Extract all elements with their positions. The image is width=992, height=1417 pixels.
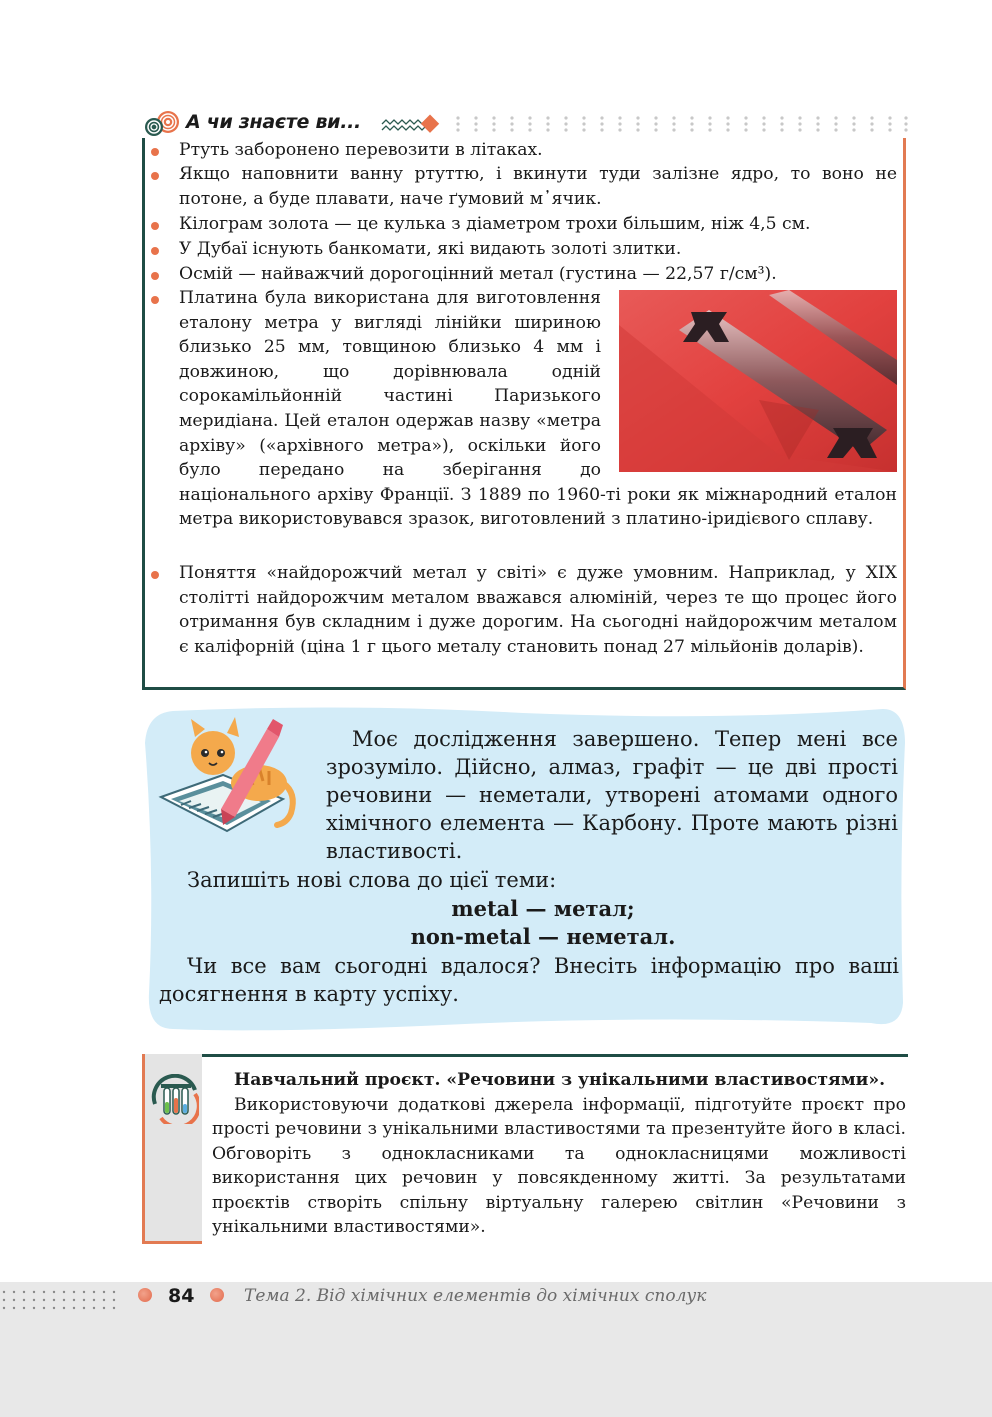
- project-box: [142, 1054, 908, 1246]
- fact-item: У Дубаї існують банкомати, які видають золоті злитки.: [179, 239, 682, 259]
- bullet-icon: [151, 272, 159, 280]
- footer-dot-icon: [210, 1288, 224, 1302]
- did-you-know-header: [142, 104, 912, 140]
- page-footer: [0, 1282, 992, 1417]
- page-number: 84: [168, 1285, 195, 1307]
- project-body: Використовуючи додаткові джерела інформації, підготуйте проєкт про прості речовини з унікальними властивостями та презентуйте його в класі. Обговоріть з однокласниками та однокласницями можливості використання цих речовин у повсякденному житті. За результатами проєктів створіть спільну віртуальну галерею світлин «Речовини з унікальними властивостями».: [212, 1094, 906, 1237]
- callout-paragraph: Моє дослідження завершено. Тепер мені все зрозуміло. Дійсно, алмаз, графіт — це дві прості речовини — неметали, утворені атомами одного хімічного елемента — Карбону. Проте мають різні властивості.: [326, 727, 898, 863]
- vocabulary-prompt: Запишіть нові слова до цієї теми:: [187, 868, 557, 892]
- project-sidebar: [142, 1054, 202, 1244]
- target-icon: [142, 108, 180, 138]
- bullet-icon: [151, 571, 159, 579]
- bullet-icon: [151, 222, 159, 230]
- did-you-know-box: [142, 138, 906, 690]
- fact-item: Поняття «найдорожчий метал у світі» є дуже умовним. Наприклад, у XIX столітті найдорожчим металом вважався алюміній, через те що процес його отримання був складним і дуже дорогим. На сьогодні найдорожчим металом є каліфорній (ціна 1 г цього металу становить понад 27 мільйонів доларів).: [179, 563, 897, 657]
- fact-item-platinum: [179, 286, 897, 532]
- callout-paragraph: Чи все вам сьогодні вдалося? Внесіть інформацію про ваші досягнення в карту успіху.: [159, 954, 899, 1006]
- project-divider: [202, 1054, 908, 1057]
- vocabulary-word: non-metal — неметал.: [410, 924, 676, 949]
- bullet-icon: [151, 247, 159, 255]
- dot-pattern-decoration: [0, 1286, 122, 1314]
- did-you-know-title: А чи знаєте ви...: [186, 111, 361, 133]
- fact-item: Осмій — найважчий дорогоцінний метал (густина — 22,57 г/см³).: [179, 264, 777, 284]
- project-content: [212, 1068, 906, 1240]
- vocabulary-word: metal — метал;: [451, 896, 635, 921]
- footer-topic: Тема 2. Від хімічних елементів до хімічних сполук: [244, 1286, 707, 1306]
- fact-item: Якщо наповнити ванну ртуттю, і вкинути туди залізне ядро, то воно не потоне, а буде плавати, наче ґумовий м᾿ячик.: [179, 164, 897, 209]
- bullet-icon: [151, 148, 159, 156]
- fact-item: Ртуть заборонено перевозити в літаках.: [179, 140, 543, 160]
- fact-item: Кілограм золота — це кулька з діаметром трохи більшим, ніж 4,5 см.: [179, 214, 811, 234]
- footer-dot-icon: [138, 1288, 152, 1302]
- zigzag-decoration: [380, 110, 910, 138]
- project-title: Навчальний проєкт. «Речовини з унікальними властивостями».: [234, 1070, 886, 1090]
- fact-text: Платина була використана для виготовлення еталону метра у вигляді лінійки шириною близько 25 мм, товщиною близько 4 мм і довжиною, що дорівнювала одній сорокамільйонній частині Паризького меридіана. Цей еталон одержав назву «метра архіву» («архівного метра»), оскільки його було передано на зберігання до національного архіву Франції. З 1889 по 1960-ті роки як міжнародний еталон метра використовувався зразок, виготовлений з платино-іридієвого сплаву.: [179, 288, 897, 530]
- summary-callout: [143, 703, 907, 1033]
- bullet-icon: [151, 296, 159, 304]
- bullet-icon: [151, 172, 159, 180]
- test-tubes-icon: [151, 1074, 199, 1124]
- cat-illustration: [151, 713, 301, 837]
- metre-bar-photo: [619, 290, 897, 472]
